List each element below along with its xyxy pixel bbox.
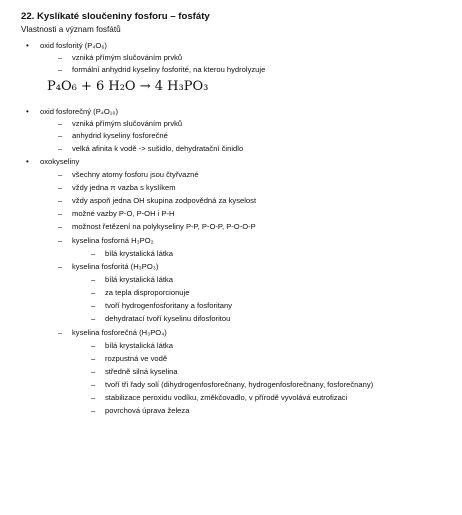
dash-icon: –: [58, 65, 63, 74]
subdash-icon: –: [91, 354, 96, 363]
dash-icon: –: [58, 236, 63, 245]
list-item: bílá krystalická látka: [105, 275, 173, 284]
subdash-icon: –: [91, 288, 96, 297]
list-item: dehydratací tvoří kyselinu difosforitou: [105, 314, 231, 323]
list-item: všechny atomy fosforu jsou čtyřvazné: [72, 170, 199, 179]
list-item: středně silná kyselina: [105, 367, 178, 376]
document-title: 22. Kyslíkaté sloučeniny fosforu – fosfáty: [21, 11, 210, 22]
subdash-icon: –: [91, 301, 96, 310]
list-item: bílá krystalická látka: [105, 249, 173, 258]
list-item: rozpustná ve vodě: [105, 354, 168, 363]
list-item: povrchová úprava železa: [105, 406, 190, 415]
list-item: bílá krystalická látka: [105, 341, 173, 350]
subdash-icon: –: [91, 249, 96, 258]
dash-icon: –: [58, 144, 63, 153]
list-item: vzniká přímým slučováním prvků: [72, 119, 183, 128]
list-item: stabilizace peroxidu vodíku, změkčovadlo, v přírodě vyvolává eutrofizaci: [105, 393, 348, 402]
dash-icon: –: [58, 196, 63, 205]
dash-icon: –: [58, 222, 63, 231]
section-label-oxid-fosfority: oxid fosforitý (P₄O₆): [40, 41, 107, 50]
bullet-icon: •: [26, 41, 29, 50]
section-label-oxokyseliny: oxokyseliny: [40, 157, 80, 166]
document-subtitle: Vlastnosti a význam fosfátů: [21, 25, 121, 34]
hydrolysis-equation: P₄O₆ + 6 H₂O → 4 H₃PO₃: [47, 79, 209, 94]
dash-icon: –: [58, 209, 63, 218]
acid-label-fosforna: kyselina fosforná H₃PO₂: [72, 236, 154, 245]
bullet-icon: •: [26, 107, 29, 116]
dash-icon: –: [58, 262, 63, 271]
subdash-icon: –: [91, 367, 96, 376]
dash-icon: –: [58, 183, 63, 192]
list-item: vzniká přímým slučováním prvků: [72, 53, 183, 62]
dash-icon: –: [58, 170, 63, 179]
subdash-icon: –: [91, 314, 96, 323]
dash-icon: –: [58, 119, 63, 128]
section-label-oxid-fosforecny: oxid fosforečný (P₄O₁₀): [40, 107, 119, 116]
list-item: tvoří hydrogenfosforitany a fosforitany: [105, 301, 233, 310]
list-item: vždy jedna π vazba s kyslíkem: [72, 183, 176, 192]
list-item: vždy aspoň jedna OH skupina zodpovědná za kyselost: [72, 196, 257, 205]
bullet-icon: •: [26, 157, 29, 166]
list-item: velká afinita k vodě -> sušidlo, dehydratační činidlo: [72, 144, 244, 153]
subdash-icon: –: [91, 380, 96, 389]
list-item: anhydrid kyseliny fosforečné: [72, 131, 168, 140]
acid-label-fosforita: kyselina fosforitá (H₃PO₃): [72, 262, 159, 271]
subdash-icon: –: [91, 393, 96, 402]
list-item: možnost řetězení na polykyseliny P-P, P-O-P, P-O-O-P: [72, 222, 256, 231]
list-item: možné vazby P-O, P-OH i P-H: [72, 209, 175, 218]
list-item: formální anhydrid kyseliny fosforité, na kterou hydrolyzuje: [72, 65, 266, 74]
dash-icon: –: [58, 328, 63, 337]
acid-label-fosforecna: kyselina fosforečná (H₃PO₄): [72, 328, 167, 337]
subdash-icon: –: [91, 275, 96, 284]
subdash-icon: –: [91, 406, 96, 415]
subdash-icon: –: [91, 341, 96, 350]
list-item: tvoří tři řady solí (dihydrogenfosforečnany, hydrogenfosforečnany, fosforečnany): [105, 380, 374, 389]
list-item: za tepla disproporcionuje: [105, 288, 190, 297]
dash-icon: –: [58, 53, 63, 62]
dash-icon: –: [58, 131, 63, 140]
